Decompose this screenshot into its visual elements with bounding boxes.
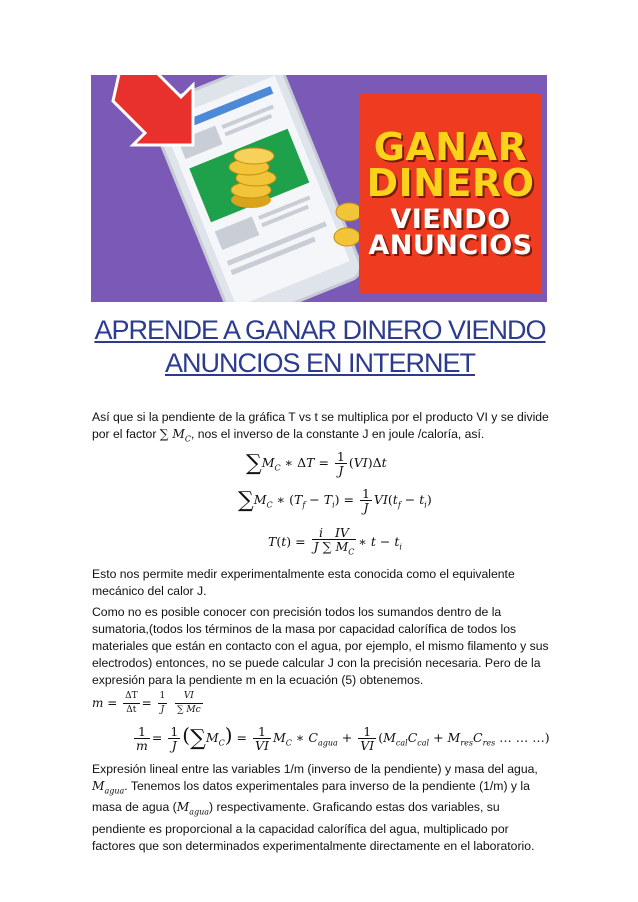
paragraph-1-text-c: , nos el inverso de la constante J en joule /caloría, así.: [190, 427, 485, 441]
paragraph-1-text-a: Así que si la pendiente de la gráfica T vs t se multiplica por el producto VI y se divide por el: [92, 410, 549, 441]
equation-4: m = $\frac{\Delta T}{\Delta t}$ = $\frac{1}{J}$ $\frac{VI}{\sum Mc}$: [92, 691, 201, 715]
equation-5: $\frac{1}{m}$ = $\frac{1}{J}$ $(\sum M_C)$ = $\frac{1}{VI}$ $M_C$ ∗ $C_{agua}$ + $\frac{1}{VI}$ ($M_{cal}C_{cal} + M_{res}C_{res}$ … … …): [136, 723, 550, 753]
equation-2: $\sum M_C$ ∗ $(T_f - T_i)$ = $\frac{1}{J}$ $VI(t_f - t_i)$: [238, 486, 432, 515]
promo-line-4: ANUNCIOS: [368, 230, 533, 262]
paragraph-4-text-a: Expresión lineal entre las variables 1/m (inverso de la pendiente) y masa del agua,: [92, 762, 538, 776]
paragraph-1: Así que si la pendiente de la gráfica T vs t se multiplica por el producto VI y se divide por el factor ∑ $M_C$, nos el inverso de la constante J en joule /caloría, así.: [92, 410, 549, 444]
page-title[interactable]: APRENDE A GANAR DINERO VIENDO ANUNCIOS EN INTERNET: [94, 315, 546, 378]
paragraph-1-text-b: factor: [125, 427, 160, 441]
promo-line-3: VIENDO: [390, 204, 511, 236]
promo-line-2: DINERO: [366, 161, 535, 206]
paragraph-2: Esto nos permite medir experimentalmente esta conocida como el equivalente mecánico del calor J.: [92, 567, 515, 598]
coin-stack-icon: [229, 148, 276, 208]
promo-banner: [91, 75, 547, 302]
paragraph-4-text-b: . Tenemos los datos experimentales para inverso de la pendiente (1/m) y la masa de agua (: [92, 779, 530, 815]
paragraph-4: Expresión lineal entre las variables 1/m (inverso de la pendiente) y masa del agua, $M_{agua}$. Tenemos los datos experimentales para inverso de la pendiente (1/m) y la masa de agua $(M_{agua})$ respectivamente. Graficando estas dos variables, su pendiente es proporcional a la capacidad calorífica del agua, multiplicado por factores que son determinados experimentalmente directamente en el laboratorio.: [92, 762, 538, 853]
paragraph-3: Como no es posible conocer con precisión todos los sumandos dentro de la sumatoria,(todos los términos de la masa por capacidad calorífica de todos los materiales que están en contacto con el agua, por ejemplo, el mismo filamento y sus electrodos) entonces, no se puede calcular J con la precisión necesaria. Pero de la expresión para la pendiente m en la ecuación (5) obtenemos.: [92, 605, 549, 687]
equation-1: $\sum M_C$ ∗ ΔT = $\frac{1}{J}$ (VI)Δt: [246, 449, 387, 478]
red-arrow-icon: [113, 75, 193, 145]
promo-text-box: [359, 94, 542, 294]
paragraph-4-text-c: ) respectivamente. Graficando estas dos variables, su pendiente es proporcional a la capacidad calorífica del agua, multiplicado por factores que son determinados experimentalmente directamente en el laboratorio.: [92, 800, 535, 853]
promo-line-1: GANAR: [373, 125, 528, 170]
equation-3: T(t) = $\frac{\text{i IV}}{J \sum M_C}$ ∗ $t - t_i$: [268, 525, 402, 557]
